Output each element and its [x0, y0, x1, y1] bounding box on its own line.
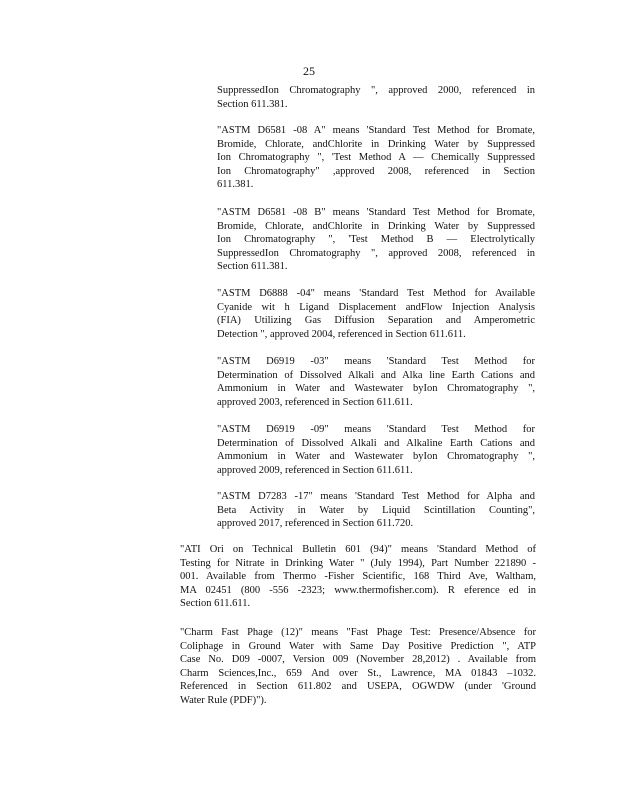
paragraph-line: "ASTM D6919 -09" means 'Standard Test Method for [217, 424, 535, 435]
paragraph-line: Determination of Dissolved Alkali and Alka line Earth Cations and [217, 369, 535, 381]
paragraph-line: Ion Chromatography" ,approved 2008, referenced in Section [217, 165, 535, 177]
definition-paragraph [217, 206, 535, 274]
definition-paragraph [180, 543, 536, 611]
paragraph-line: approved 2003, referenced in Section 611.611. [217, 396, 413, 408]
paragraph-line: Ion Chromatography ", 'Test Method B — Electrolytically [217, 234, 535, 246]
definition-paragraph [217, 355, 535, 409]
paragraph-line: Coliphage in Ground Water with Same Day Positive Prediction ", ATP [180, 640, 536, 652]
paragraph-line: "ASTM D7283 -17" means 'Standard Test Method for Alpha and [217, 491, 535, 502]
definition-paragraph [180, 626, 536, 708]
paragraph-line: "ASTM D6919 -03" means 'Standard Test Method for [217, 356, 535, 367]
paragraph-line: (FIA) Utilizing Gas Diffusion Separation and Amperometric [217, 315, 535, 327]
definition-paragraph [217, 84, 535, 111]
paragraph-line: Bromide, Chlorate, andChlorite in Drinking Water by Suppressed [217, 138, 535, 150]
paragraph-line: Water Rule (PDF)"). [180, 694, 267, 706]
paragraph-line: Referenced in Section 611.802 and USEPA, OGWDW (under 'Ground [180, 681, 536, 693]
definition-paragraph [217, 287, 535, 341]
paragraph-line: SuppressedIon Chromatography ", approved 2000, referenced in [217, 85, 535, 96]
paragraph-line: SuppressedIon Chromatography ", approved 2008, referenced in [217, 247, 535, 259]
paragraph-line: Ion Chromatography ", 'Test Method A — Chemically Suppressed [217, 152, 535, 164]
paragraph-line: Case No. D09 -0007, Version 009 (November 28,2012) . Available from [180, 654, 536, 666]
definition-paragraph [217, 423, 535, 477]
paragraph-line: MA 02451 (800 -556 -2323; www.thermofisher.com). R eference ed in [180, 584, 536, 596]
paragraph-line: Determination of Dissolved Alkali and Alkaline Earth Cations and [217, 437, 535, 449]
paragraph-line: "ASTM D6581 -08 B" means 'Standard Test Method for Bromate, [217, 207, 535, 218]
paragraph-line: Section 611.611. [180, 598, 251, 610]
paragraph-line: Cyanide wit h Ligand Displacement andFlow Injection Analysis [217, 301, 535, 313]
definition-paragraph [217, 124, 535, 192]
paragraph-line: 001. Available from Thermo -Fisher Scientific, 168 Third Ave, Waltham, [180, 571, 536, 583]
paragraph-line: Charm Sciences,Inc., 659 And over St., Lawrence, MA 01843 –1032. [180, 667, 536, 679]
paragraph-line: "ASTM D6581 -08 A" means 'Standard Test Method for Bromate, [217, 125, 535, 136]
paragraph-line: Ammonium in Water and Wastewater byIon Chromatography ", [217, 451, 535, 463]
paragraph-line: Ammonium in Water and Wastewater byIon Chromatography ", [217, 383, 535, 395]
paragraph-line: approved 2017, referenced in Section 611.720. [217, 518, 414, 530]
paragraph-line: Beta Activity in Water by Liquid Scintillation Counting", [217, 504, 535, 516]
paragraph-line: Testing for Nitrate in Drinking Water " (July 1994), Part Number 221890 - [180, 557, 536, 569]
paragraph-line: "ATI Ori on Technical Bulletin 601 (94)" means 'Standard Method of [180, 544, 536, 555]
paragraph-line: approved 2009, referenced in Section 611.611. [217, 464, 413, 476]
paragraph-line: Section 611.381. [217, 261, 288, 273]
paragraph-line: Section 611.381. [217, 98, 288, 110]
paragraph-line: Bromide, Chlorate, andChlorite in Drinking Water by Suppressed [217, 220, 535, 232]
paragraph-line: 611.381. [217, 179, 254, 191]
paragraph-line: "ASTM D6888 -04" means 'Standard Test Method for Available [217, 288, 535, 299]
paragraph-line: "Charm Fast Phage (12)" means "Fast Phage Test: Presence/Absence for [180, 627, 536, 638]
page-number: 25 [303, 64, 315, 78]
paragraph-line: Detection ", approved 2004, referenced in Section 611.611. [217, 328, 466, 340]
definition-paragraph [217, 490, 535, 531]
